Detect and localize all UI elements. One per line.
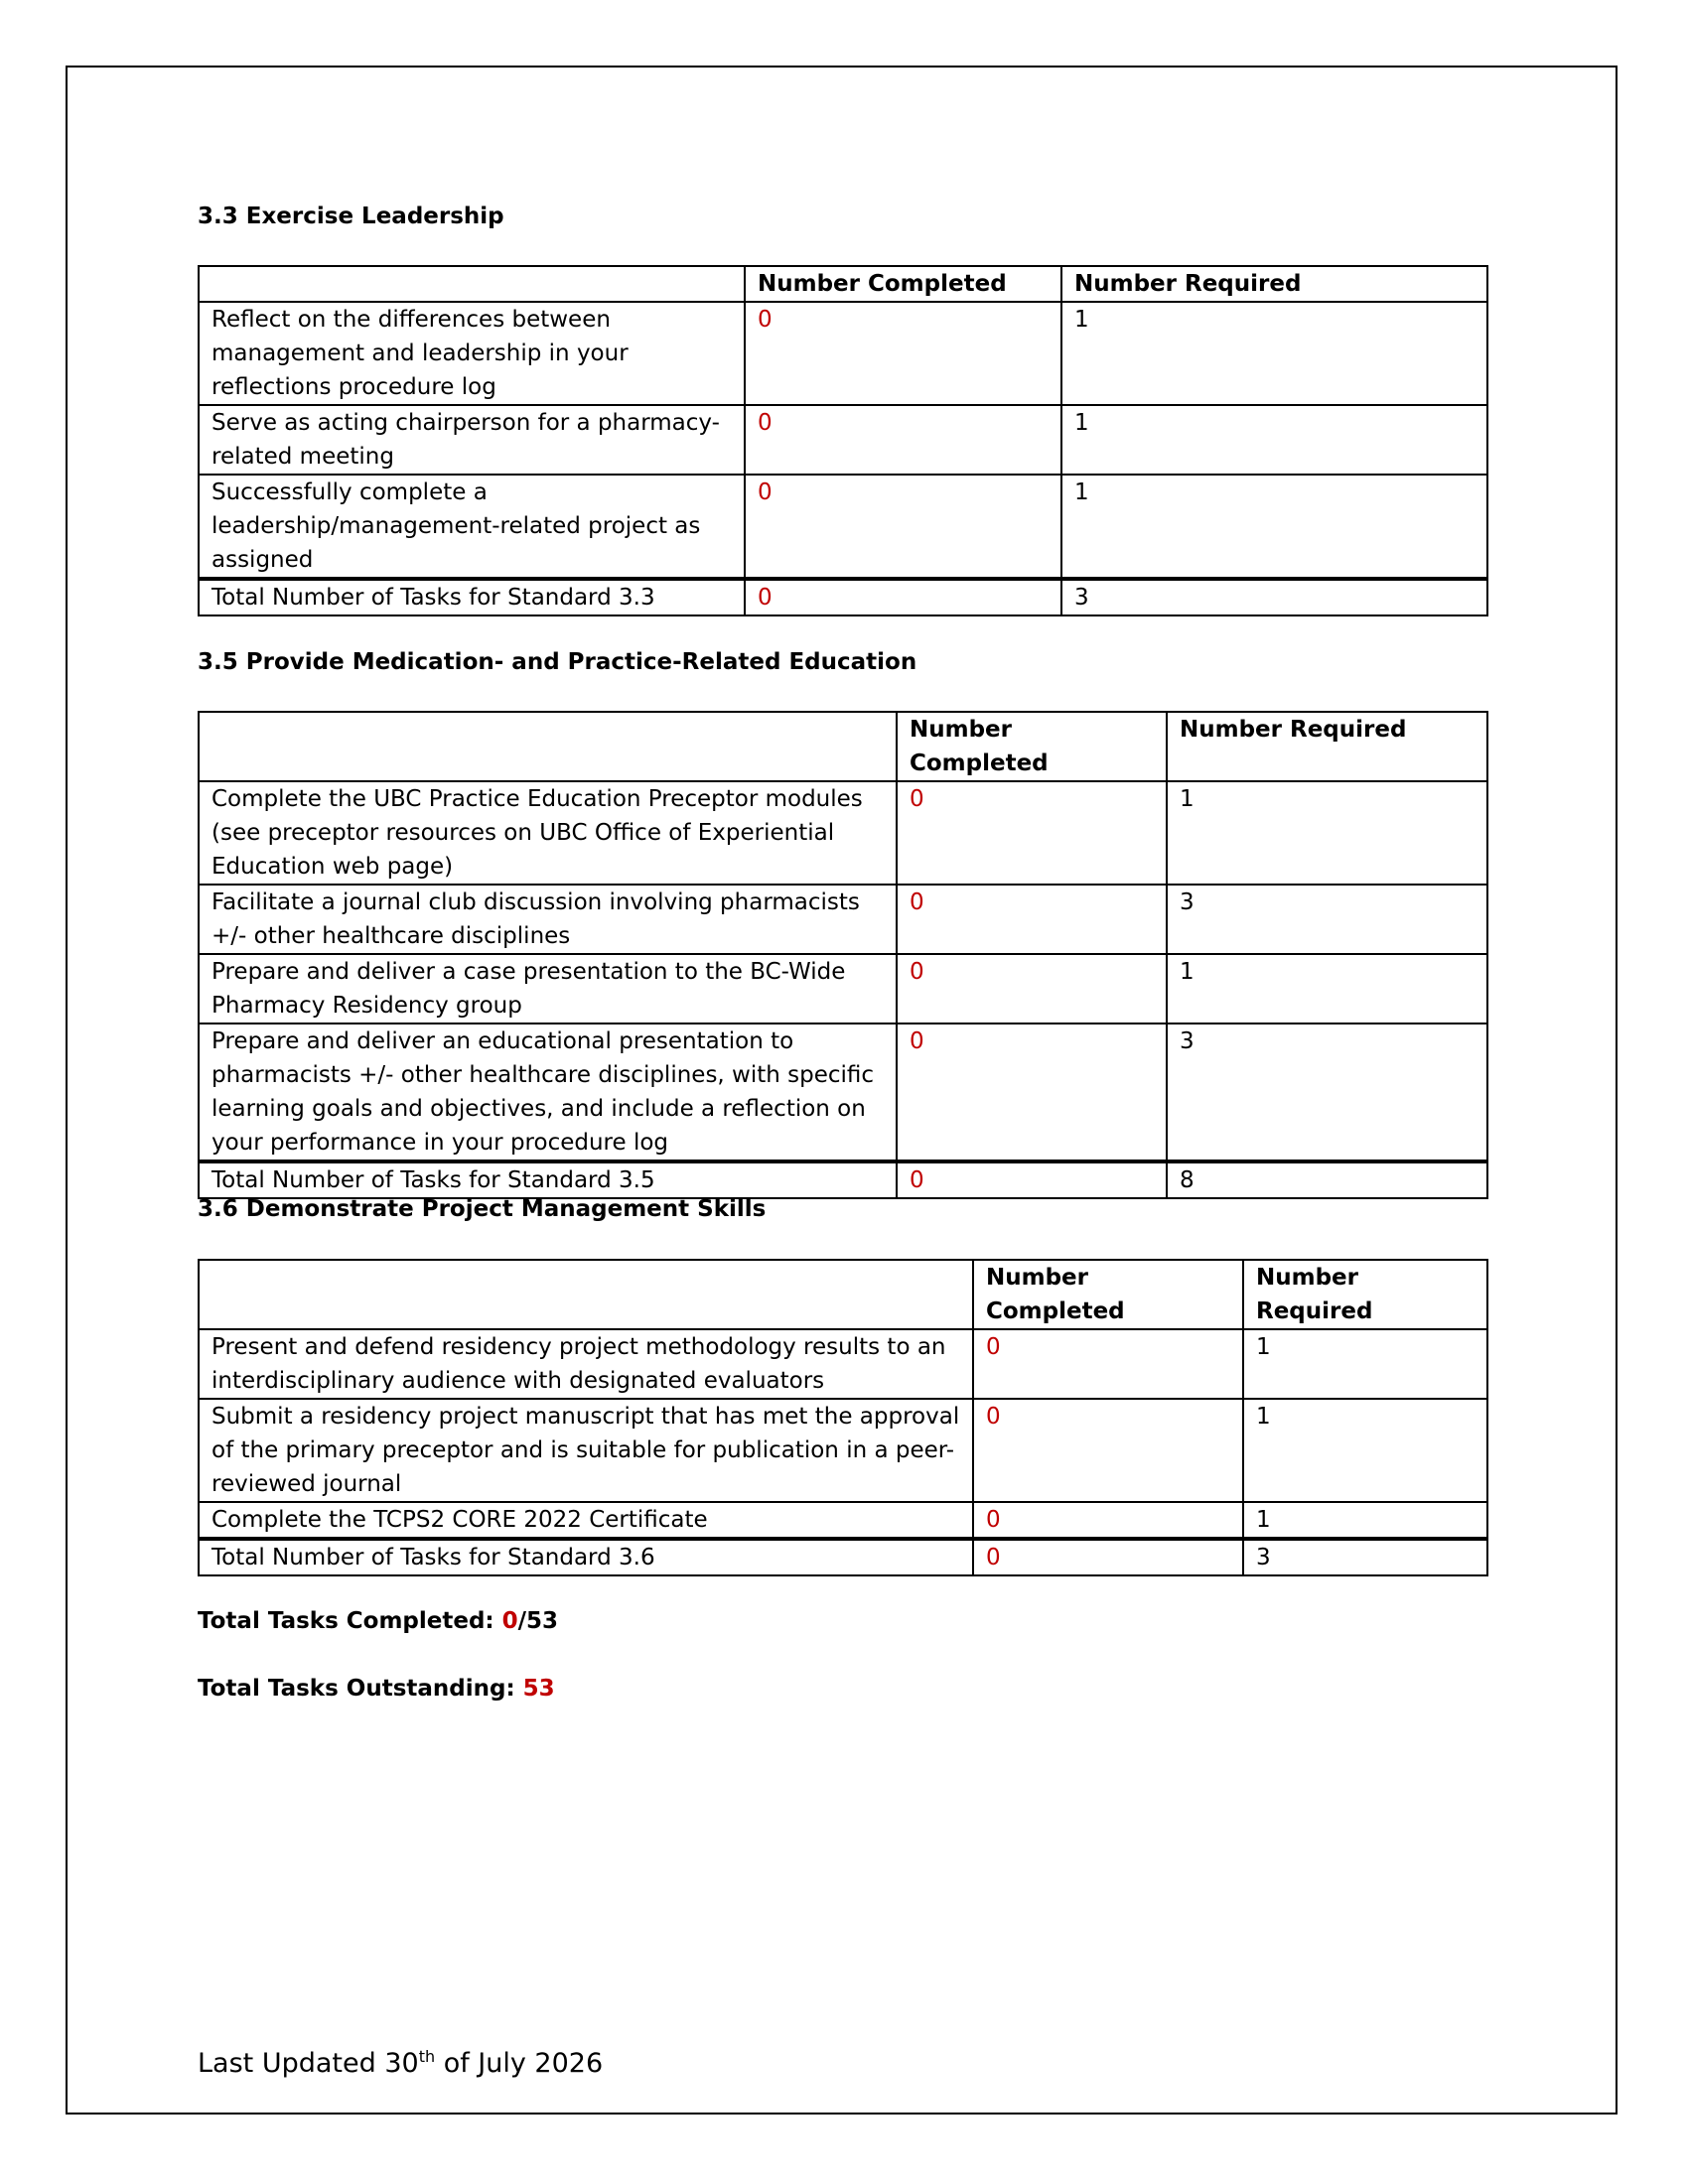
completed-cell: 0 <box>973 1502 1243 1539</box>
total-completed-cell: 0 <box>745 579 1061 615</box>
table-header-row <box>199 712 1487 781</box>
total-label-cell: Total Number of Tasks for Standard 3.3 <box>199 579 745 615</box>
section-heading-3-5: 3.5 Provide Medication- and Practice-Related Education <box>198 649 917 675</box>
header-required: Number Required <box>1167 712 1487 781</box>
required-cell: 1 <box>1061 302 1487 405</box>
completed-cell: 0 <box>897 954 1167 1024</box>
table-header-row <box>199 266 1487 302</box>
table-row <box>199 302 1487 405</box>
completed-cell: 0 <box>973 1329 1243 1399</box>
task-cell: Submit a residency project manuscript that has met the approval of the primary preceptor and is suitable for publication in a peer-reviewed journal <box>199 1399 973 1502</box>
table-row <box>199 1399 1487 1502</box>
task-cell: Reflect on the differences between management and leadership in your reflections procedure log <box>199 302 745 405</box>
last-updated-footer <box>198 2047 603 2081</box>
task-cell: Complete the UBC Practice Education Preceptor modules (see preceptor resources on UBC Office of Experiential Education web page) <box>199 781 897 885</box>
task-cell: Successfully complete a leadership/management-related project as assigned <box>199 475 745 579</box>
footer-ordinal: th <box>418 2047 436 2066</box>
header-task <box>199 712 897 781</box>
required-cell: 1 <box>1061 405 1487 475</box>
table-row <box>199 1329 1487 1399</box>
total-row <box>199 1161 1487 1198</box>
table-row <box>199 1502 1487 1539</box>
header-completed: Number Completed <box>745 266 1061 302</box>
required-cell: 1 <box>1167 781 1487 885</box>
required-cell: 1 <box>1243 1502 1487 1539</box>
task-cell: Complete the TCPS2 CORE 2022 Certificate <box>199 1502 973 1539</box>
completed-cell: 0 <box>897 885 1167 954</box>
completed-cell: 0 <box>745 302 1061 405</box>
footer-suffix: of July 2026 <box>435 2048 604 2079</box>
table-row <box>199 405 1487 475</box>
header-completed: Number Completed <box>897 712 1167 781</box>
required-cell: 1 <box>1243 1399 1487 1502</box>
total-row <box>199 1539 1487 1575</box>
total-required-cell: 8 <box>1167 1161 1487 1198</box>
completed-cell: 0 <box>745 475 1061 579</box>
completed-label: Total Tasks Completed: <box>198 1608 502 1634</box>
required-cell: 3 <box>1167 1024 1487 1161</box>
task-cell: Prepare and deliver a case presentation to the BC-Wide Pharmacy Residency group <box>199 954 897 1024</box>
footer-prefix: Last Updated 30 <box>198 2048 419 2079</box>
total-required-cell: 3 <box>1061 579 1487 615</box>
header-task <box>199 1260 973 1329</box>
section-heading-3-3: 3.3 Exercise Leadership <box>198 204 504 229</box>
table-row <box>199 954 1487 1024</box>
total-completed-cell: 0 <box>973 1539 1243 1575</box>
total-required-cell: 3 <box>1243 1539 1487 1575</box>
total-label-cell: Total Number of Tasks for Standard 3.6 <box>199 1539 973 1575</box>
completed-value: 0 <box>501 1608 518 1634</box>
header-completed: Number Completed <box>973 1260 1243 1329</box>
total-label-cell: Total Number of Tasks for Standard 3.5 <box>199 1161 897 1198</box>
table-row <box>199 781 1487 885</box>
table-row <box>199 885 1487 954</box>
header-task <box>199 266 745 302</box>
table-row <box>199 1024 1487 1161</box>
task-cell: Facilitate a journal club discussion involving pharmacists +/- other healthcare disciplines <box>199 885 897 954</box>
required-cell: 1 <box>1167 954 1487 1024</box>
total-tasks-completed <box>198 1606 558 1636</box>
outstanding-value: 53 <box>522 1676 555 1702</box>
completed-cell: 0 <box>973 1399 1243 1502</box>
header-required: Number Required <box>1243 1260 1487 1329</box>
total-completed-cell: 0 <box>897 1161 1167 1198</box>
completed-cell: 0 <box>897 781 1167 885</box>
completed-cell: 0 <box>897 1024 1167 1161</box>
total-tasks-outstanding <box>198 1674 555 1704</box>
completed-cell: 0 <box>745 405 1061 475</box>
table-header-row <box>199 1260 1487 1329</box>
outstanding-label: Total Tasks Outstanding: <box>198 1676 523 1702</box>
table-standard-3-5 <box>198 711 1488 1199</box>
completed-total: /53 <box>517 1608 559 1634</box>
table-standard-3-3 <box>198 265 1488 616</box>
table-row <box>199 475 1487 579</box>
task-cell: Present and defend residency project methodology results to an interdisciplinary audience with designated evaluators <box>199 1329 973 1399</box>
required-cell: 3 <box>1167 885 1487 954</box>
total-row <box>199 579 1487 615</box>
task-cell: Prepare and deliver an educational presentation to pharmacists +/- other healthcare disciplines, with specific learning goals and objectives, and include a reflection on your performance in your procedure log <box>199 1024 897 1161</box>
required-cell: 1 <box>1243 1329 1487 1399</box>
header-required: Number Required <box>1061 266 1487 302</box>
task-cell: Serve as acting chairperson for a pharmacy-related meeting <box>199 405 745 475</box>
table-standard-3-6 <box>198 1259 1488 1576</box>
required-cell: 1 <box>1061 475 1487 579</box>
section-heading-3-6: 3.6 Demonstrate Project Management Skills <box>198 1196 767 1222</box>
